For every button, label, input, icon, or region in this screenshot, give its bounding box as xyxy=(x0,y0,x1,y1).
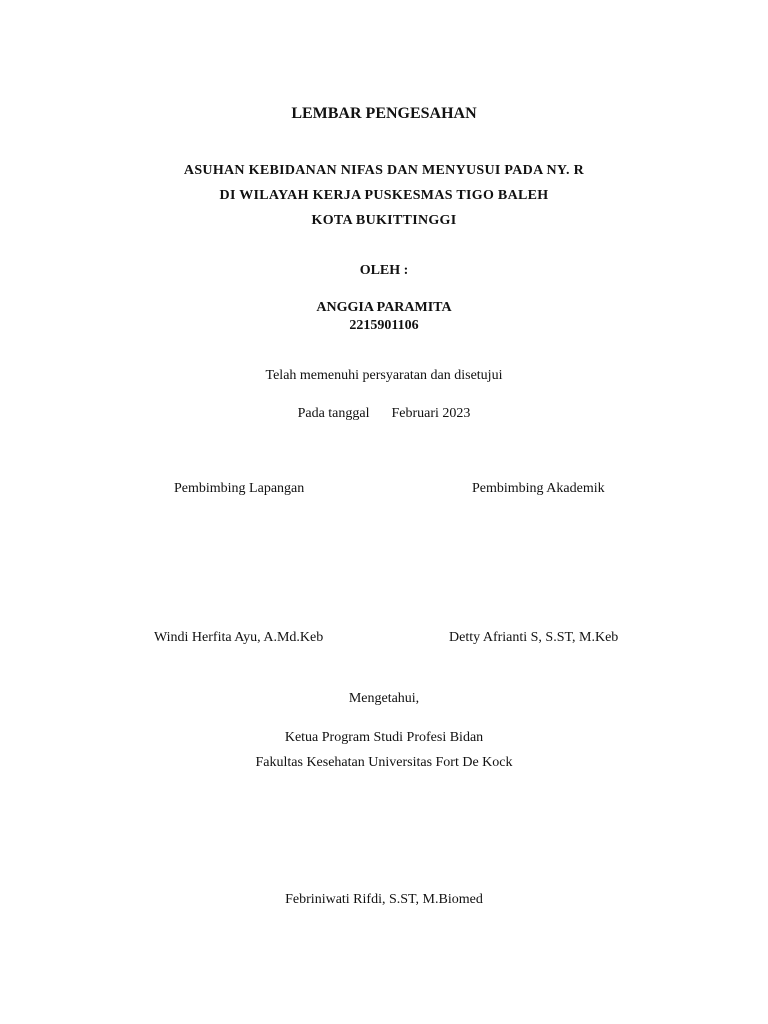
head-name: Febriniwati Rifdi, S.ST, M.Biomed xyxy=(285,892,483,907)
approval-text: Telah memenuhi persyaratan dan disetujui xyxy=(265,368,503,383)
date-line xyxy=(0,405,768,423)
author-label: OLEH : xyxy=(359,263,409,278)
academic-supervisor-name: Detty Afrianti S, S.ST, M.Keb xyxy=(449,630,619,645)
author-name: ANGGIA PARAMITA xyxy=(316,300,452,315)
field-supervisor-title: Pembimbing Lapangan xyxy=(174,481,305,496)
subtitle-line-1: ASUHAN KEBIDANAN NIFAS DAN MENYUSUI PADA NY. R xyxy=(183,163,585,178)
date-label: Pada tanggal xyxy=(297,406,370,421)
academic-supervisor-title: Pembimbing Akademik xyxy=(472,481,605,496)
page-title: LEMBAR PENGESAHAN xyxy=(291,105,477,122)
field-supervisor-name: Windi Herfita Ayu, A.Md.Keb xyxy=(154,630,324,645)
head-title-line-2: Fakultas Kesehatan Universitas Fort De Kock xyxy=(255,755,513,770)
author-id: 2215901106 xyxy=(349,318,419,333)
subtitle-line-2: DI WILAYAH KERJA PUSKESMAS TIGO BALEH xyxy=(219,188,549,203)
date-value: Februari 2023 xyxy=(391,406,471,421)
acknowledged-label: Mengetahui, xyxy=(348,691,420,706)
subtitle-line-3: KOTA BUKITTINGGI xyxy=(311,213,457,228)
head-title-line-1: Ketua Program Studi Profesi Bidan xyxy=(284,730,484,745)
